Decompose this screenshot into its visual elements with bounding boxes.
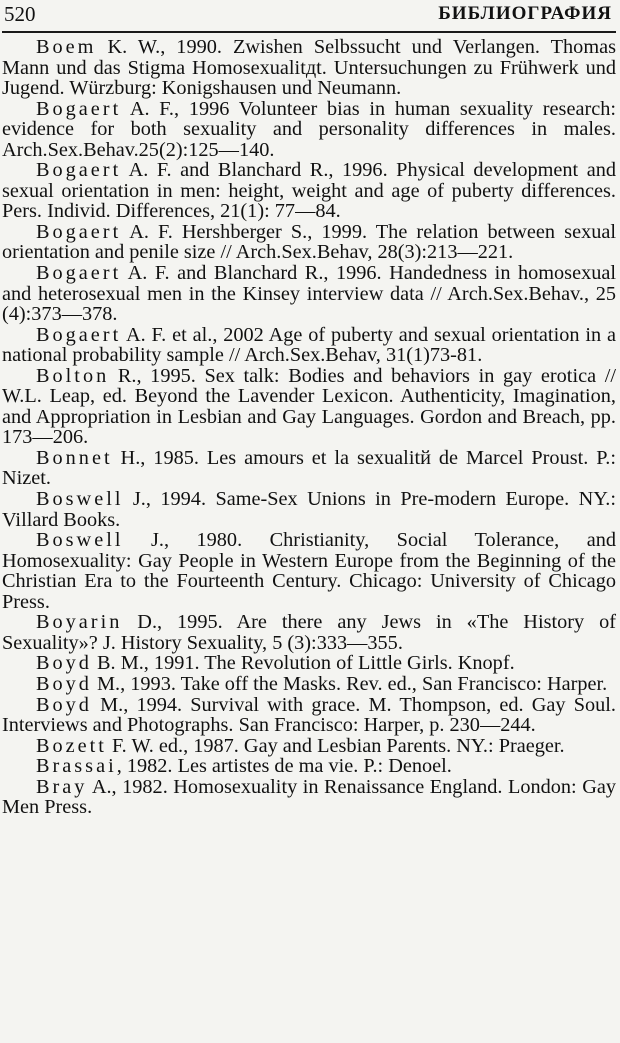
bibliography-entry: [2, 99, 616, 161]
bibliography-entry: [2, 756, 616, 777]
entry-author: Boswell: [36, 488, 124, 511]
bibliography-entry: [2, 530, 616, 612]
bibliography-entry: [2, 674, 616, 695]
entry-text: D., 1995. Are there any Jews in «The History of Sexuality»? J. History Sexuality, 5 (3):333—355.: [2, 611, 616, 654]
entry-author: Bogaert: [36, 262, 122, 285]
entry-author: Boyarin: [36, 611, 123, 634]
entry-author: Boyd: [36, 693, 92, 716]
bibliography-entry: [2, 448, 616, 489]
entry-text: , 1982. Les artistes de ma vie. P.: Denoel.: [116, 755, 452, 778]
section-title: БИБЛИОГРАФИЯ: [438, 3, 612, 24]
entry-author: Bogaert: [36, 220, 122, 243]
bibliography-entry: [2, 695, 616, 736]
entry-author: Bogaert: [36, 97, 122, 120]
entry-author: Bozett: [36, 734, 107, 757]
bibliography-entry: [2, 612, 616, 653]
entry-text: A. F. Hershberger S., 1999. The relation between sexual orientation and penile size // Arch.Sex.Behav, 28(3):213—221.: [2, 220, 616, 264]
entry-author: Bogaert: [36, 323, 122, 346]
bibliography-entry: [2, 263, 616, 325]
entry-text: M., 1994. Survival with grace. M. Thompson, ed. Gay Soul. Interviews and Photographs. San Francisco: Harper, p. 230—244.: [2, 693, 616, 737]
entry-author: Boyd: [36, 652, 92, 675]
entry-author: Boyd: [36, 672, 92, 695]
bibliography-entry: [2, 777, 616, 818]
entry-text: B. M., 1991. The Revolution of Little Girls. Knopf.: [91, 652, 515, 675]
bibliography-entry: [2, 325, 616, 366]
entry-author: Bolton: [36, 364, 110, 387]
bibliography-entry: [2, 653, 616, 674]
bibliography-entry: [2, 160, 616, 222]
entry-author: Brassai: [36, 755, 117, 778]
entry-author: Bonnet: [36, 446, 113, 469]
bibliography-entry: [2, 736, 616, 757]
entry-text: J., 1994. Same-Sex Unions in Pre-modern Europe. NY.: Villard Books.: [2, 488, 616, 531]
entry-text: F. W. ed., 1987. Gay and Lesbian Parents. NY.: Praeger.: [106, 734, 565, 757]
page-number: 520: [4, 2, 36, 26]
entry-author: Bray: [36, 775, 88, 798]
entry-author: Bogaert: [36, 159, 122, 182]
bibliography-entry: [2, 366, 616, 448]
entry-text: A. F. and Blanchard R., 1996. Physical development and sexual orientation in men: height, weight and age of puberty differences. Pers. Individ. Differences, 21(1): 77—84.: [2, 159, 616, 223]
bibliography-list: [2, 37, 616, 818]
bibliography-entry: [2, 222, 616, 263]
entry-author: Boswell: [36, 529, 124, 552]
entry-text: M., 1993. Take off the Masks. Rev. ed., San Francisco: Harper.: [91, 672, 608, 695]
entry-text: J., 1980. Christianity, Social Tolerance, and Homosexuality: Gay People in Western Europe from the Beginning of the Christian Era to the Fourteenth Century. Chicago: University of Chicago Press.: [2, 529, 616, 613]
entry-text: A. F., 1996 Volunteer bias in human sexuality research: evidence for both sexuality and personality differences in males. Arch.Sex.Behav.25(2):125—140.: [2, 97, 616, 161]
entry-text: H., 1985. Les amours et la sexualitй de Marcel Proust. P.: Nizet.: [2, 446, 616, 490]
entry-text: A., 1982. Homosexuality in Renaissance England. London: Gay Men Press.: [2, 775, 616, 819]
bibliography-entry: [2, 37, 616, 99]
bibliography-entry: [2, 489, 616, 530]
entry-author: Boem: [36, 36, 97, 58]
entry-text: R., 1995. Sex talk: Bodies and behaviors in gay erotica // W.L. Leap, ed. Beyond the Lavender Lexicon. Authenticity, Imagination, and Appropriation in Lesbian and Gay Languages. Gordon and Breach, pp. 173—206.: [2, 364, 616, 449]
header-rule: [2, 31, 616, 33]
entry-text: K. W., 1990. Zwishen Selbssucht und Verlangen. Thomas Mann und das Stigma Homosexualitдt. Untersuchungen zu Frühwerk und Jugend. Würzburg: Konigshausen und Neumann.: [2, 36, 616, 100]
running-head: [2, 0, 616, 32]
entry-text: A. F. et al., 2002 Age of puberty and sexual orientation in a national probability sample // Arch.Sex.Behav, 31(1)73-81.: [2, 323, 616, 367]
entry-text: A. F. and Blanchard R., 1996. Handedness in homosexual and heterosexual men in the Kinsey interview data // Arch.Sex.Behav., 25 (4):373—378.: [2, 262, 616, 326]
